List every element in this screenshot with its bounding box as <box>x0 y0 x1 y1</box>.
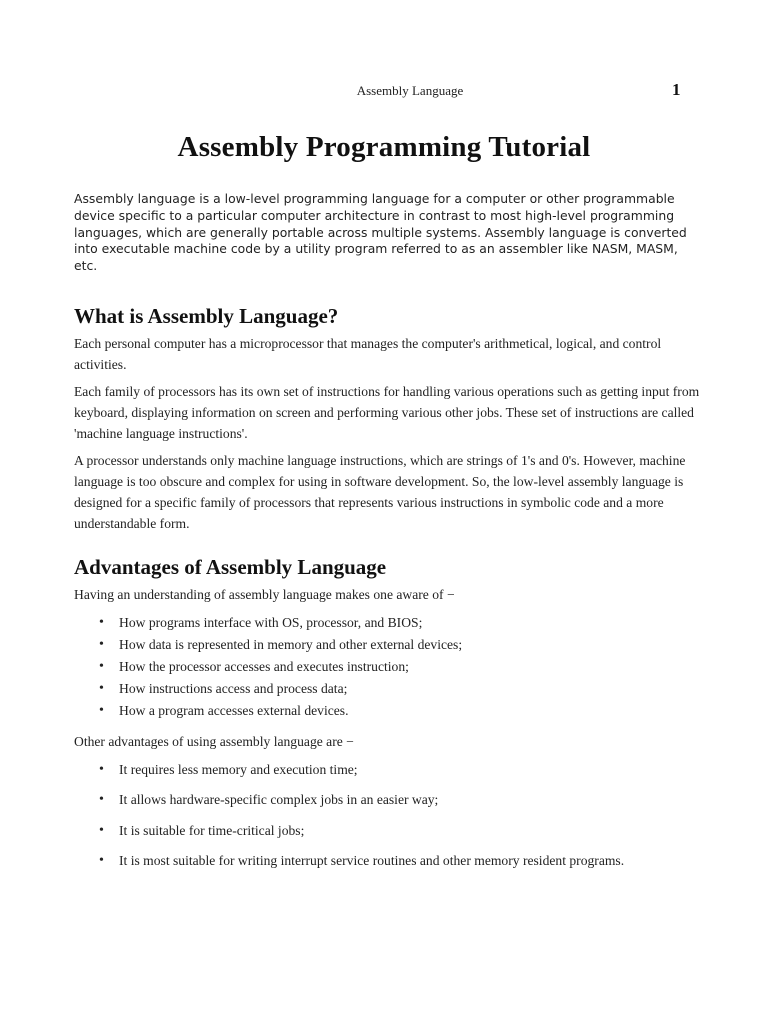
list-item: • It is suitable for time-critical jobs; <box>97 820 624 850</box>
section-heading-what-is: What is Assembly Language? <box>74 304 339 328</box>
page-number: 1 <box>672 80 681 99</box>
list-item: • It requires less memory and execution time; <box>97 759 624 789</box>
list-item: • How instructions access and process data; <box>97 678 462 700</box>
page-title: Assembly Programming Tutorial <box>177 131 591 163</box>
list-item: • How programs interface with OS, processor, and BIOS; <box>97 612 462 634</box>
other-advantages-lead-text: Other advantages of using assembly language are − <box>74 734 354 749</box>
paragraph-machine-language: A processor understands only machine language instructions, which are strings of 1's and 0's. However, machine language is too obscure and complex for using in software development. So, the low-level assembly language is designed for a specific family of processors that represents various instructions in symbolic code and a more understandable form. <box>74 453 686 531</box>
awareness-list <box>97 612 462 722</box>
running-header-title: Assembly Language <box>356 83 464 98</box>
paragraph-instruction-set: Each family of processors has its own set of instructions for handling various operations such as getting input from keyboard, displaying information on screen and performing various other jobs. These set of instructions are called 'machine language instructions'. <box>74 384 700 441</box>
other-advantages-list <box>97 759 624 880</box>
list-item: • How the processor accesses and executes instruction; <box>97 656 462 678</box>
paragraph-microprocessor: Each personal computer has a microprocessor that manages the computer's arithmetical, logical, and control activities. <box>74 336 662 372</box>
list-item: • How data is represented in memory and other external devices; <box>97 634 462 656</box>
list-item: • How a program accesses external devices. <box>97 700 462 722</box>
list-item: • It allows hardware-specific complex jobs in an easier way; <box>97 789 624 819</box>
advantages-lead-text: Having an understanding of assembly language makes one aware of − <box>74 587 455 602</box>
section-heading-advantages: Advantages of Assembly Language <box>74 555 387 579</box>
list-item: • It is most suitable for writing interrupt service routines and other memory resident programs. <box>97 850 624 880</box>
intro-paragraph: Assembly language is a low-level programming language for a computer or other programmable device specific to a particular computer architecture in contrast to most high-level programming languages, which are generally portable across multiple systems. Assembly language is converted into executable machine code by a utility program referred to as an assembler like NASM, MASM, etc. <box>74 191 687 274</box>
